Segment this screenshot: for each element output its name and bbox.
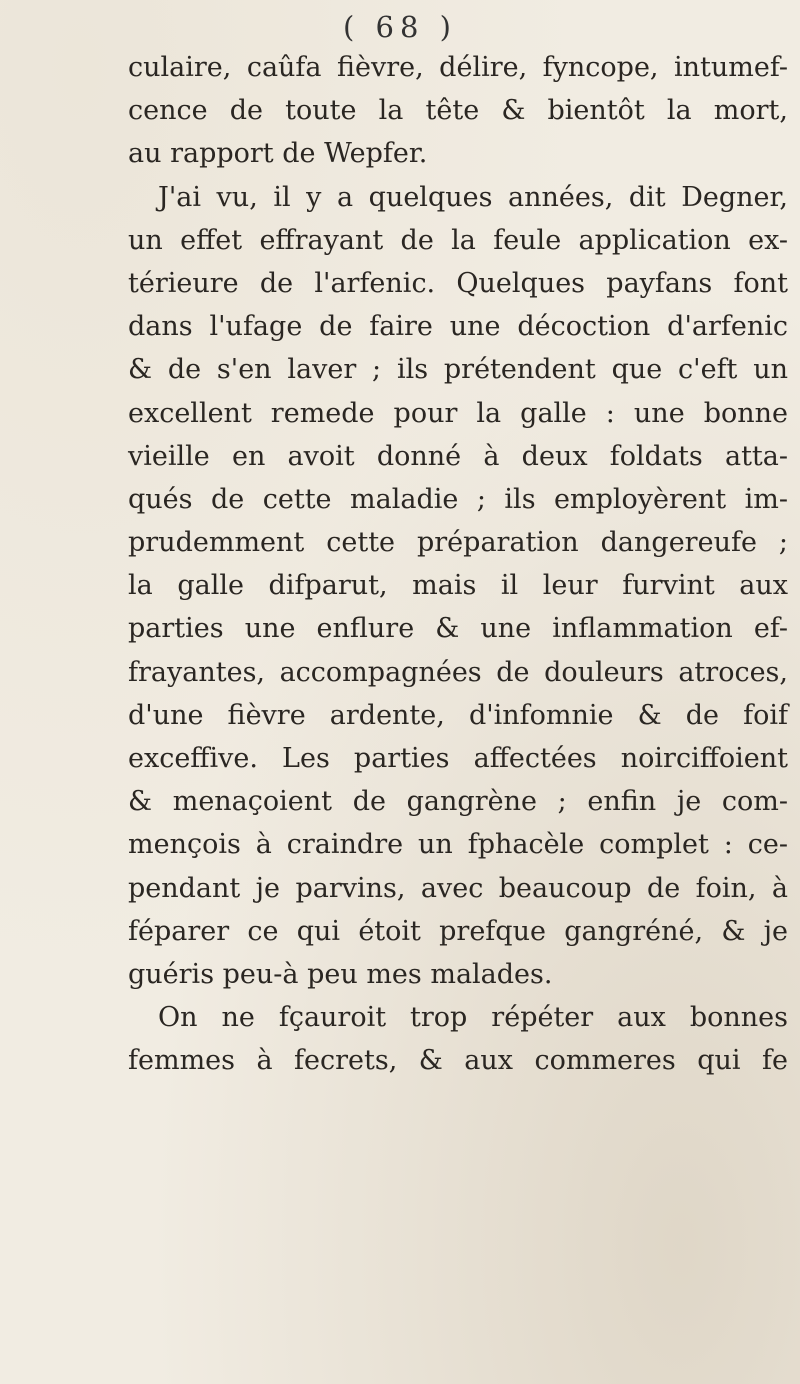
- body-text: [128, 46, 788, 1083]
- text-line: féparer ce qui étoit prefque gangréné, & je: [128, 915, 788, 947]
- text-line: cence de toute la tête & bientôt la mort,: [128, 95, 788, 127]
- text-line: J'ai vu, il y a quelques années, dit Degner,: [158, 181, 788, 213]
- text-line: guéris peu-à peu mes malades.: [128, 958, 553, 990]
- text-line: un effet effrayant de la feule application ex-: [128, 224, 788, 256]
- text-line: d'une fièvre ardente, d'infomnie & de foif: [128, 699, 788, 731]
- text-line: On ne fçauroit trop répéter aux bonnes: [158, 1002, 788, 1034]
- text-line: excellent remede pour la galle : une bonne: [128, 397, 788, 429]
- text-line: frayantes, accompagnées de douleurs atroces,: [128, 656, 788, 688]
- text-line: prudemment cette préparation dangereufe ;: [128, 527, 788, 559]
- text-line: vieille en avoit donné à deux foldats atta-: [128, 440, 788, 472]
- text-line: dans l'ufage de faire une décoction d'arfenic: [128, 311, 788, 343]
- text-line: parties une enflure & une inflammation ef-: [128, 613, 788, 645]
- text-line: pendant je parvins, avec beaucoup de foin, à: [128, 872, 788, 904]
- text-line: culaire, caûfa fièvre, délire, fyncope, intumef-: [128, 52, 788, 83]
- text-line: exceffive. Les parties affectées noirciffoient: [128, 743, 788, 774]
- text-line: femmes à fecrets, & aux commeres qui fe: [128, 1045, 788, 1077]
- text-line: & de s'en laver ; ils prétendent que c'eft un: [128, 354, 788, 386]
- text-line: & menaçoient de gangrène ; enfin je com-: [128, 786, 788, 818]
- text-line: la galle difparut, mais il leur furvint aux: [128, 570, 788, 602]
- text-line: qués de cette maladie ; ils employèrent im-: [128, 483, 788, 515]
- page-number: ( 68 ): [343, 10, 457, 44]
- text-line: mençois à craindre un fphacèle complet : ce-: [128, 829, 788, 861]
- text-line: térieure de l'arfenic. Quelques payfans font: [128, 267, 788, 299]
- text-line: au rapport de Wepfer.: [128, 138, 428, 170]
